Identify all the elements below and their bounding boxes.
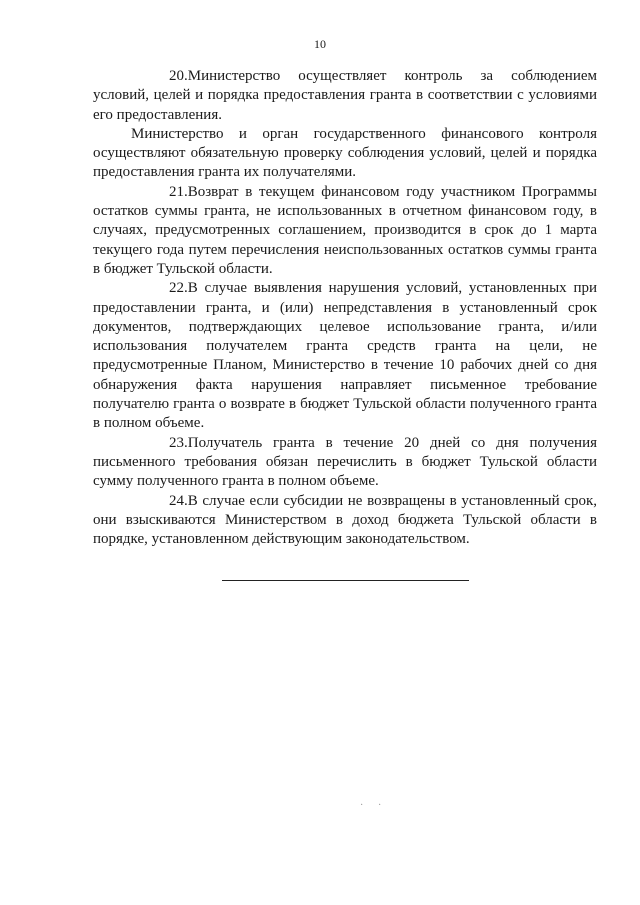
end-separator-line: [222, 580, 469, 581]
paragraph-number: 21.: [169, 183, 188, 200]
paragraph-23: [93, 434, 597, 492]
scan-speck: ·: [378, 800, 382, 811]
paragraph-20-continued: [93, 125, 597, 183]
paragraph-number: 22.: [169, 280, 188, 297]
paragraph-number: 20.: [169, 68, 188, 84]
paragraph-21: [93, 183, 597, 279]
document-body: [93, 67, 597, 549]
paragraph-24: [93, 492, 597, 550]
page-number: 10: [314, 37, 326, 51]
paragraph-text: Министерство осуществляет контроль за соблюдением условий, целей и порядка предоставления гранта в соответствии с условиями его предоставления.: [93, 68, 597, 123]
paragraph-number: 23.: [169, 434, 188, 451]
paragraph-text: В случае если субсидии не возвращены в установленный срок, они взыскиваются Министерством в доход бюджета Тульской области в порядке, установленном действующим законодательством.: [93, 492, 597, 548]
paragraph-20: [93, 67, 597, 125]
paragraph-text: В случае выявления нарушения условий, установленных при предоставлении гранта, и (или) непредставления в установленный срок документов, подтверждающих целевое использование гранта, и/или использования получателем гранта средств гранта на цели, не предусмотренные Планом, Министерство в течение 10 рабочих дней со дня обнаружения факта нарушения направляет письменное требование получателю гранта о возврате в бюджет Тульской области полученного гранта в полном объеме.: [93, 280, 597, 432]
paragraph-text: Получатель гранта в течение 20 дней со дня получения письменного требования обязан перечислить в бюджет Тульской области сумму полученного гранта в полном объеме.: [93, 434, 597, 490]
paragraph-number: 24.: [169, 492, 188, 509]
scan-speck: ·: [360, 800, 364, 811]
paragraph-22: [93, 279, 597, 433]
paragraph-text: Министерство и орган государственного финансового контроля осуществляют обязательную проверку соблюдения условий, целей и порядка предоставления гранта их получателями.: [93, 125, 597, 181]
paragraph-text: Возврат в текущем финансовом году участником Программы остатков суммы гранта, не использованных в отчетном финансовом году, в случаях, предусмотренных соглашением, производится в срок до 1 марта текущего года путем перечисления неиспользованных остатков суммы гранта в бюджет Тульской области.: [93, 183, 597, 277]
